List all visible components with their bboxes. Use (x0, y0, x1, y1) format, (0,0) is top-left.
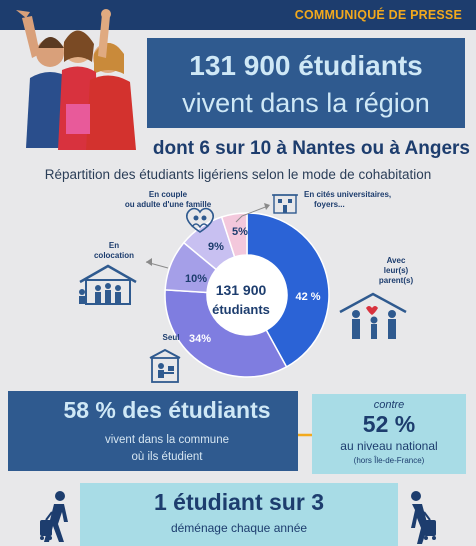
stat-box-58 (8, 391, 298, 471)
slice-value-couple: 9% (208, 241, 224, 253)
bottom-subline: déménage chaque année (170, 521, 308, 535)
stat-52-value: 52 % (362, 411, 416, 437)
building-icon (271, 190, 299, 214)
label-couple-l2: ou adulte d'une famille (124, 200, 212, 209)
traveler-icon-right (400, 490, 440, 544)
stat-52-national: au niveau national (340, 439, 438, 453)
label-coloc-l1: En (108, 241, 120, 250)
label-parents-l3: parent(s) (378, 276, 414, 285)
label-coloc-l2: colocation (93, 251, 134, 260)
bottom-box (80, 483, 398, 546)
donut-center-label: étudiants (212, 302, 270, 317)
label-cites-l1: En cités universitaires, (304, 190, 392, 199)
headline-line1: 131 900 étudiants (189, 50, 423, 81)
chart-caption: Répartition des étudiants ligériens selon le mode de cohabitation (44, 167, 432, 182)
couple-heart-icon (182, 205, 218, 235)
traveler-icon-left (36, 490, 76, 544)
label-parents-l1: Avec (386, 256, 406, 265)
subtitle: dont 6 sur 10 à Nantes ou à Angers (152, 138, 470, 159)
bottom-headline: 1 étudiant sur 3 (154, 489, 324, 515)
label-cites-l2: foyers... (314, 200, 345, 209)
donut-center-value: 131 900 (215, 282, 267, 298)
stat-58-line1: vivent dans la commune (104, 434, 229, 446)
label-couple-l1: En couple (148, 190, 188, 199)
headline-line2: vivent dans la région (182, 88, 430, 118)
slice-value-colocation: 10% (184, 273, 208, 285)
parents-house-icon (336, 290, 410, 340)
stat-52-contre: contre (373, 399, 405, 411)
slice-value-parents: 42 % (295, 291, 321, 303)
slice-value-seul: 34% (188, 333, 212, 345)
stat-58-headline: 58 % des étudiants (63, 397, 271, 423)
press-label: COMMUNIQUÉ DE PRESSE (294, 8, 462, 22)
stat-52-note: (hors Île-de-France) (353, 456, 425, 465)
stat-box-52 (312, 394, 466, 474)
family-house-icon (76, 262, 140, 306)
label-seul: Seul (162, 333, 180, 342)
slice-value-cites: 5% (232, 226, 248, 238)
stat-58-line2: où ils étudient (131, 451, 203, 463)
desk-person-icon (148, 348, 182, 384)
label-parents-l2: leur(s) (383, 266, 409, 275)
